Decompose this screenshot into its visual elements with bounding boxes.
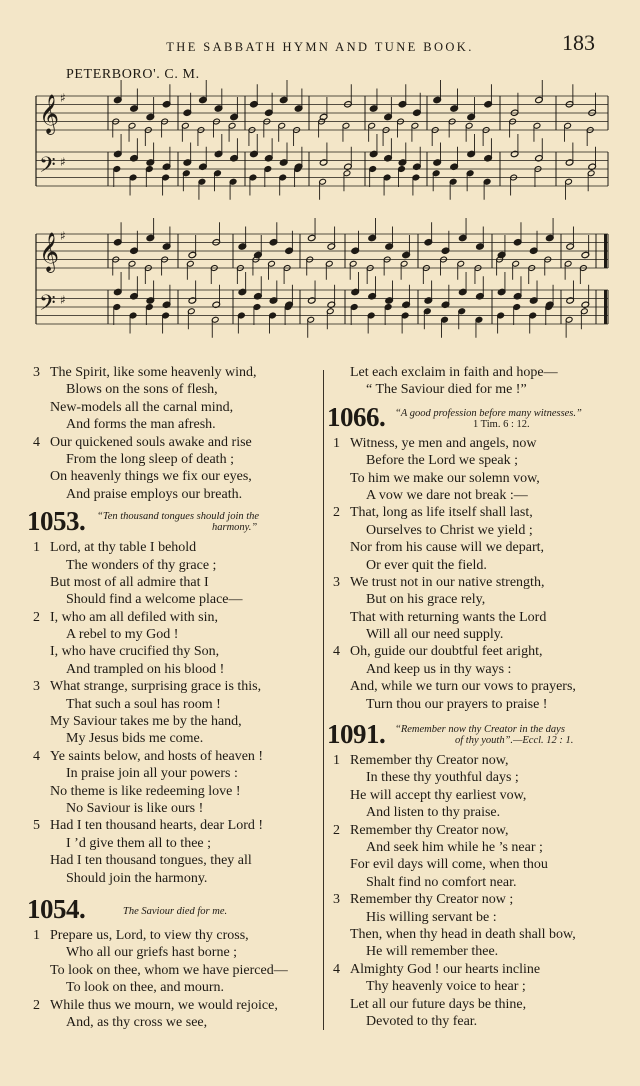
verse-text: Almighty God ! our hearts incline [350, 961, 541, 977]
verse-number: 1 [333, 435, 340, 451]
verse-line [333, 891, 629, 908]
hymn-continuation-right [333, 364, 629, 399]
verse-line [333, 364, 629, 381]
motto-line-2: 1 Tim. 6 : 12. [473, 418, 530, 430]
column-divider [323, 370, 324, 1030]
motto-line-1: “Ten thousand tongues should join the [97, 511, 260, 523]
left-column [27, 364, 323, 1031]
verse-number: 2 [333, 505, 340, 521]
verse-line [33, 399, 323, 416]
verse-line [333, 661, 629, 678]
verse-line [333, 487, 629, 504]
hymn-motto: The Saviour died for me. [123, 905, 228, 917]
bass-clef: 𝄢 [39, 153, 56, 183]
verse-line [33, 468, 323, 485]
verse-line [33, 643, 323, 660]
verse-text: To look on thee, and mourn. [66, 980, 225, 996]
verse-line [33, 609, 323, 626]
sheet-music-score [0, 0, 640, 360]
hymn-continuation-left [33, 364, 323, 503]
hymn-1091-verses [333, 752, 629, 1030]
verse-number: 3 [333, 892, 340, 908]
right-column [327, 364, 629, 1030]
verse-text: I ’d give them all to thee ; [66, 835, 212, 851]
verse-text: Let all our future days be thine, [350, 996, 527, 1012]
motto-line-1: “Remember now thy Creator in the days [395, 724, 565, 736]
verse-text: Will all our need supply. [366, 627, 504, 643]
verse-line [33, 979, 323, 996]
verse-text: We trust not in our native strength, [350, 574, 545, 590]
verse-line [333, 557, 629, 574]
verse-line [33, 817, 323, 834]
verse-line [33, 696, 323, 713]
hymn-number: 1053. [27, 506, 86, 537]
hymn-1054-verses [33, 927, 323, 1031]
verse-number: 4 [33, 434, 40, 450]
verse-text: I, who have crucified thy Son, [50, 644, 220, 660]
verse-number: 4 [333, 961, 340, 977]
verse-text: A vow we dare not break :— [366, 487, 528, 503]
verse-text: Had I ten thousand tongues, they all [50, 853, 252, 869]
verse-line [333, 1013, 629, 1030]
verse-number: 3 [333, 574, 340, 590]
verse-text: Turn thou our prayers to praise ! [366, 696, 548, 712]
hymn-1054-header [27, 893, 323, 926]
key-signature-sharp: ♯ [60, 229, 66, 243]
hymn-number: 1066. [327, 401, 386, 432]
verse-line [33, 416, 323, 433]
verse-text: Blows on the sons of flesh, [66, 382, 218, 398]
verse-line [33, 381, 323, 398]
verse-line [33, 870, 323, 887]
verse-text: Should join the harmony. [66, 870, 208, 886]
bass-clef: 𝄢 [39, 291, 56, 321]
verse-line [33, 574, 323, 591]
verse-line [33, 1014, 323, 1031]
verse-text: My Jesus bids me come. [66, 731, 204, 747]
treble-clef: 𝄞 [39, 232, 60, 272]
verse-line [333, 539, 629, 556]
verse-text: I, who am all defiled with sin, [50, 609, 218, 625]
verse-text: And keep us in thy ways : [366, 661, 512, 677]
verse-line [333, 504, 629, 521]
verse-text: Prepare us, Lord, to view thy cross, [50, 927, 249, 943]
verse-line [333, 978, 629, 995]
verse-text: Then, when thy head in death shall bow, [350, 926, 576, 942]
verse-number: 4 [33, 748, 40, 764]
verse-text: Before the Lord we speak ; [366, 453, 518, 469]
verse-line [333, 452, 629, 469]
verse-text: That with returning wants the Lord [350, 609, 547, 625]
verse-text: That, long as life itself shall last, [350, 505, 533, 521]
verse-line [333, 909, 629, 926]
verse-text: And trampled on his blood ! [66, 661, 225, 677]
verse-text: For evil days will come, when thou [350, 857, 548, 873]
verse-line [33, 557, 323, 574]
verse-text: Remember thy Creator now, [350, 753, 509, 769]
verse-line [333, 996, 629, 1013]
verse-text: On heavenly things we fix our eyes, [50, 469, 252, 485]
verse-line [333, 926, 629, 943]
verse-text: Who all our griefs hast borne ; [66, 945, 238, 961]
verse-line [333, 769, 629, 786]
verse-number: 4 [333, 644, 340, 660]
verse-line [33, 486, 323, 503]
verse-text: Let each exclaim in faith and hope— [350, 365, 558, 380]
verse-text: Ourselves to Christ we yield ; [366, 522, 533, 538]
verse-text: In praise join all your powers : [66, 766, 238, 782]
tune-title: PETERBORO'. C. M. [66, 67, 200, 82]
verse-text: Ye saints below, and hosts of heaven ! [50, 748, 264, 764]
verse-text: Shalt find no comfort near. [366, 874, 517, 890]
verse-text: And, while we turn our vows to prayers, [350, 679, 576, 695]
verse-text: Remember thy Creator now ; [350, 892, 514, 908]
final-barline [604, 234, 607, 268]
verse-line [333, 856, 629, 873]
final-barline [604, 290, 607, 324]
verse-line [33, 944, 323, 961]
verse-text: Our quickened souls awake and rise [50, 434, 252, 450]
verse-line [333, 626, 629, 643]
verse-text: He will accept thy earliest vow, [350, 787, 527, 803]
motto-line-1: “A good profession before many witnesses.” [395, 407, 582, 419]
verse-text: Had I ten thousand hearts, dear Lord ! [50, 818, 264, 834]
treble-clef: 𝄞 [39, 94, 60, 134]
verse-line [333, 696, 629, 713]
verse-text: Lord, at thy table I behold [50, 540, 197, 556]
verse-line [33, 852, 323, 869]
hymn-1066-header [327, 401, 629, 434]
verse-line [33, 730, 323, 747]
verse-number: 1 [33, 927, 40, 943]
verse-text: “ The Saviour died for me !” [366, 382, 527, 398]
verse-text: Devoted to thy fear. [366, 1013, 478, 1029]
verse-line [33, 434, 323, 451]
verse-line [33, 783, 323, 800]
verse-text: What strange, surprising grace is this, [50, 679, 262, 695]
verse-text: From the long sleep of death ; [66, 451, 234, 467]
hymn-number: 1054. [27, 893, 86, 924]
verse-line [33, 765, 323, 782]
verse-line [333, 574, 629, 591]
verse-number: 2 [333, 822, 340, 838]
verse-line [33, 451, 323, 468]
verse-line [33, 962, 323, 979]
verse-number: 2 [33, 997, 40, 1013]
verse-line [33, 800, 323, 817]
verse-line [333, 804, 629, 821]
verse-line [333, 381, 629, 398]
verse-line [333, 839, 629, 856]
verse-line [333, 874, 629, 891]
verse-text: My Saviour takes me by the hand, [50, 714, 242, 730]
verse-text: And, as thy cross we see, [66, 1014, 208, 1030]
verse-text: That such a soul has room ! [66, 696, 221, 712]
verse-text: And listen to thy praise. [366, 805, 501, 821]
verse-line [33, 748, 323, 765]
verse-line [33, 927, 323, 944]
motto-line-2: harmony.” [212, 522, 258, 534]
verse-text: His willing servant be : [366, 909, 497, 925]
hymn-1091-header [327, 719, 629, 751]
running-header: THE SABBATH HYMN AND TUNE BOOK. [166, 40, 474, 54]
verse-text: Remember thy Creator now, [350, 822, 509, 838]
verse-number: 3 [33, 365, 40, 380]
verse-line [333, 961, 629, 978]
verse-number: 3 [33, 679, 40, 695]
verse-number: 1 [333, 753, 340, 769]
verse-line [333, 752, 629, 769]
verse-number: 2 [33, 609, 40, 625]
hymn-1053-verses [33, 539, 323, 887]
verse-line [33, 626, 323, 643]
verse-text: And forms the man afresh. [66, 417, 216, 433]
verse-text: The Spirit, like some heavenly wind, [50, 365, 257, 380]
verse-number: 1 [33, 540, 40, 556]
verse-line [33, 678, 323, 695]
verse-line [333, 643, 629, 660]
verse-line [33, 591, 323, 608]
verse-line [333, 470, 629, 487]
verse-text: No Saviour is like ours ! [66, 800, 204, 816]
key-signature-sharp: ♯ [60, 155, 66, 169]
verse-text: In these thy youthful days ; [366, 770, 519, 786]
verse-text: No theme is like redeeming love ! [50, 783, 241, 799]
verse-line [33, 713, 323, 730]
verse-text: The wonders of thy grace ; [66, 557, 217, 573]
verse-line [33, 539, 323, 556]
hymn-1066-verses [333, 435, 629, 713]
verse-text: Should find a welcome place— [66, 592, 243, 608]
key-signature-sharp: ♯ [60, 91, 66, 105]
hymn-motto [395, 724, 625, 746]
verse-text: Nor from his cause will we depart, [350, 540, 544, 556]
verse-text: A rebel to my God ! [66, 627, 179, 643]
hymn-number: 1091. [327, 719, 386, 750]
verse-line [33, 997, 323, 1014]
hymn-motto [97, 511, 307, 533]
verse-line [333, 822, 629, 839]
verse-text: New-models all the carnal mind, [50, 399, 234, 415]
verse-text: But on his grace rely, [366, 592, 486, 608]
verse-text: Thy heavenly voice to hear ; [366, 979, 526, 995]
verse-line [333, 435, 629, 452]
key-signature-sharp: ♯ [60, 293, 66, 307]
verse-text: But most of all admire that I [50, 574, 209, 590]
verse-line [333, 787, 629, 804]
verse-line [333, 678, 629, 695]
page-number: 183 [562, 30, 595, 55]
motto-line-2: of thy youth”.—Eccl. 12 : 1. [455, 735, 574, 747]
verse-text: To him we make our solemn vow, [350, 470, 540, 486]
verse-text: He will remember thee. [366, 944, 499, 960]
verse-line [33, 835, 323, 852]
verse-text: Oh, guide our doubtful feet aright, [350, 644, 543, 660]
verse-line [33, 661, 323, 678]
verse-line [333, 609, 629, 626]
verse-text: To look on thee, whom we have pierced— [50, 962, 288, 978]
hymn-motto [395, 408, 625, 430]
verse-line [33, 364, 323, 381]
hymn-1053-header [27, 506, 323, 538]
verse-text: And praise employs our breath. [66, 486, 243, 502]
verse-text: Or ever quit the field. [366, 557, 487, 573]
verse-text: Witness, ye men and angels, now [350, 435, 537, 451]
verse-text: And seek him while he ’s near ; [366, 839, 543, 855]
verse-text: While thus we mourn, we would rejoice, [50, 997, 278, 1013]
verse-line [333, 943, 629, 960]
verse-line [333, 591, 629, 608]
verse-line [333, 522, 629, 539]
verse-number: 5 [33, 818, 40, 834]
